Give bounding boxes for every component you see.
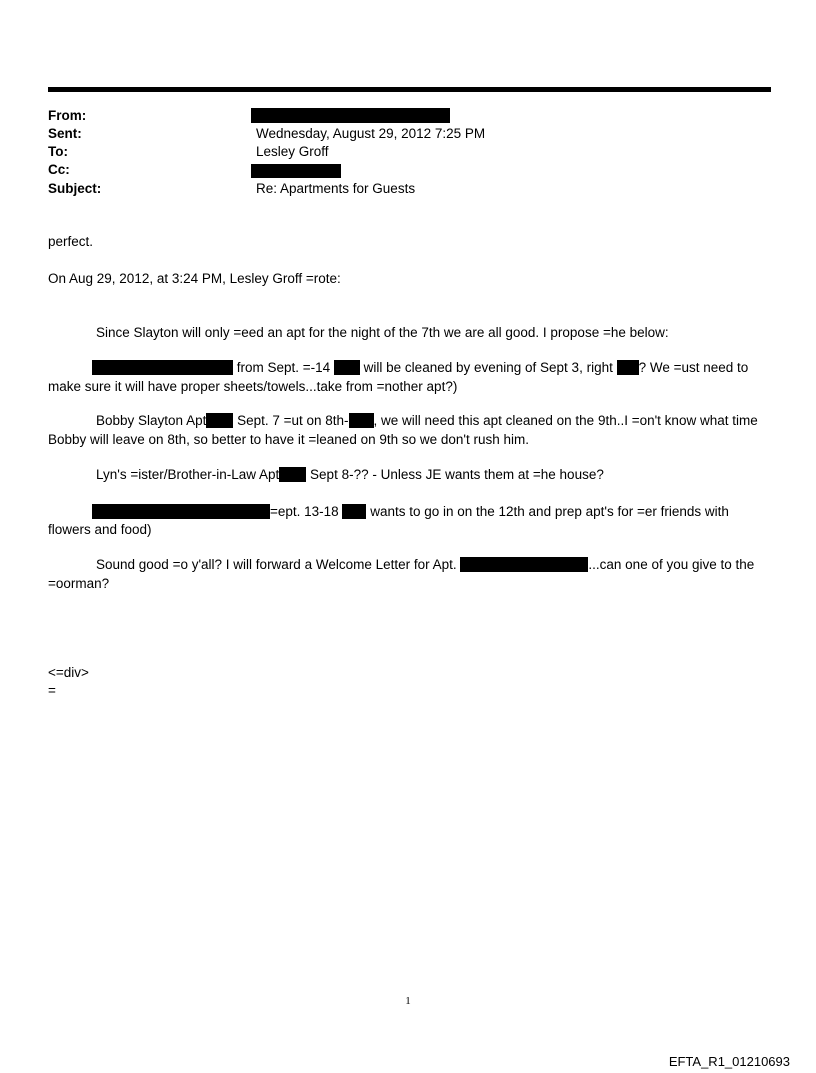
paragraph-4-text-a: Lyn's =ister/Brother-in-Law Apt (96, 467, 280, 482)
paragraph-6-text-a: Sound good =o y'all? I will forward a Welcome Letter for Apt. (96, 557, 461, 572)
cc-label: Cc: (48, 162, 70, 177)
to-value: Lesley Groff (256, 144, 329, 159)
from-label: From: (48, 108, 87, 123)
cc-redaction (251, 164, 341, 178)
paragraph-2-text-a: from Sept. =-14 (233, 360, 334, 375)
paragraph-3-text-c: , we will need this apt cleaned on the 9th..I =on't know what time (373, 413, 758, 428)
sent-label: Sent: (48, 126, 82, 141)
subject-value: Re: Apartments for Guests (256, 181, 416, 196)
sent-value: Wednesday, August 29, 2012 7:25 PM (256, 126, 486, 141)
paragraph-3 (96, 412, 758, 430)
redaction (206, 413, 233, 428)
to-label: To: (48, 144, 68, 159)
paragraph-5 (92, 503, 729, 521)
paragraph-2-text-c: ? We =ust need to (638, 360, 749, 375)
redaction (617, 360, 639, 375)
paragraph-6-line-2: =oorman? (48, 576, 110, 591)
paragraph-4 (96, 466, 604, 484)
redaction (92, 360, 233, 375)
reply-text: perfect. (48, 234, 94, 249)
paragraph-5-line-2: flowers and food) (48, 522, 152, 537)
paragraph-2 (92, 359, 748, 377)
paragraph-5-text-b: wants to go in on the 12th and prep apt's for =er friends with (366, 504, 729, 519)
redaction (334, 360, 360, 375)
header-rule (48, 87, 771, 92)
document-id: EFTA_R1_01210693 (668, 1054, 790, 1069)
paragraph-1: Since Slayton will only =eed an apt for the night of the 7th we are all good. I propose =he below: (96, 325, 669, 340)
paragraph-3-text-a: Bobby Slayton Apt (96, 413, 207, 428)
trailing-equals: = (48, 683, 56, 698)
paragraph-3-text-b: Sept. 7 =ut on 8th- (233, 413, 349, 428)
subject-label: Subject: (48, 181, 102, 196)
paragraph-2-line-2: make sure it will have proper sheets/towels...take from =nother apt?) (48, 379, 458, 394)
page-number: 1 (405, 995, 411, 1007)
redaction (92, 504, 270, 519)
from-redaction (251, 108, 450, 123)
redaction (342, 504, 366, 519)
redaction (279, 467, 306, 482)
paragraph-3-line-2: Bobby will leave on 8th, so better to have it =leaned on 9th so we don't rush him. (48, 432, 529, 447)
trailing-markup: <=div> (48, 665, 89, 680)
redaction (460, 557, 588, 572)
paragraph-5-text-a: =ept. 13-18 (270, 504, 343, 519)
paragraph-2-text-b: will be cleaned by evening of Sept 3, right (359, 360, 617, 375)
paragraph-6 (96, 556, 754, 574)
redaction (349, 413, 374, 428)
paragraph-4-text-b: Sept 8-?? - Unless JE wants them at =he house? (306, 467, 604, 482)
quote-intro: On Aug 29, 2012, at 3:24 PM, Lesley Groff =rote: (48, 271, 341, 286)
paragraph-6-text-b: ...can one of you give to the (588, 557, 755, 572)
